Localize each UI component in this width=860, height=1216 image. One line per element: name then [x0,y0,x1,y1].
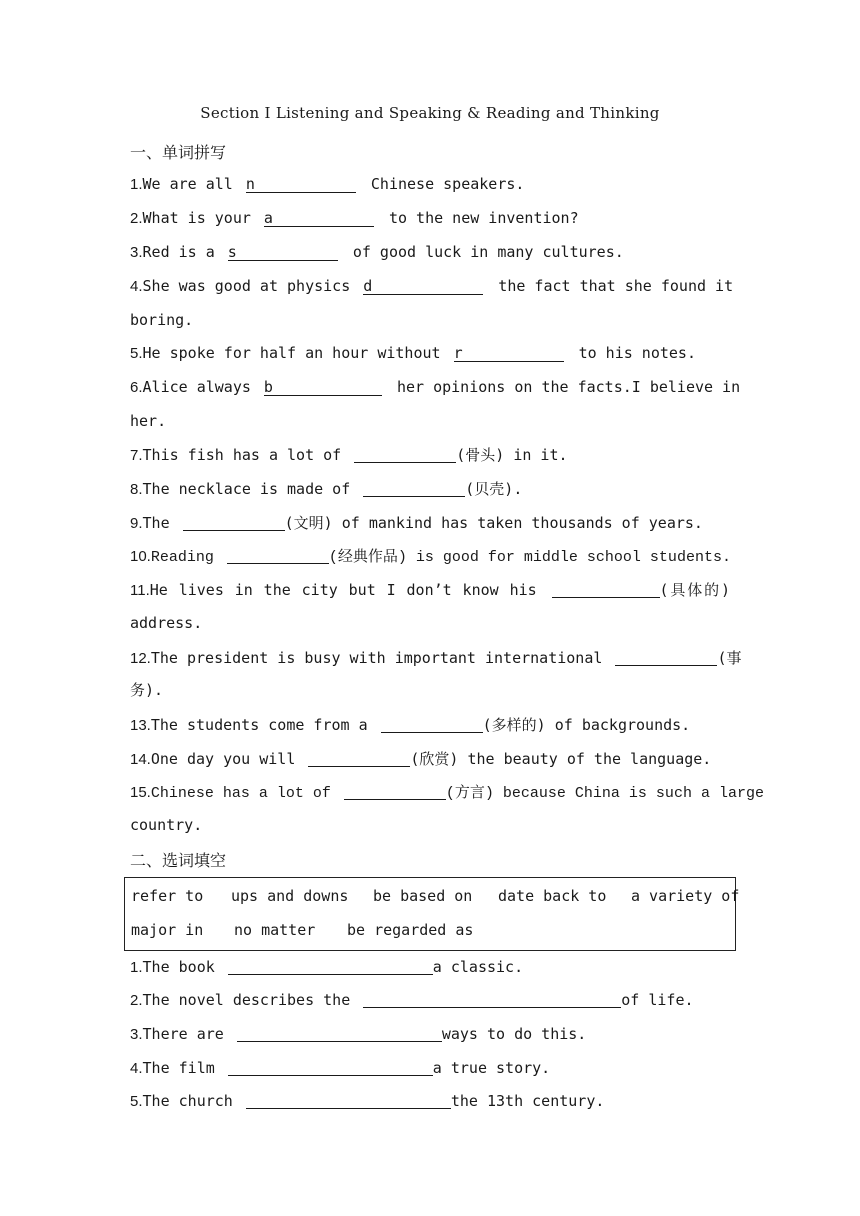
word-bank-phrase: refer to [131,887,204,905]
answer-blank[interactable] [237,1026,442,1042]
answer-blank[interactable]: a [264,211,374,227]
answer-blank[interactable]: n [246,177,356,193]
fill-item-3: 3.There are ways to do this. [130,1025,587,1043]
spelling-item-1: 1.We are all n Chinese speakers. [130,175,525,193]
answer-blank[interactable] [363,481,465,497]
word-bank-phrase: be based on [373,887,473,905]
spelling-item-3: 3.Red is a s of good luck in many cultures. [130,243,624,261]
answer-blank[interactable] [228,1060,433,1076]
word-bank-phrase: ups and downs [231,887,349,905]
word-bank-phrase: no matter [234,921,316,939]
part2-heading: 二、选词填空 [130,851,227,870]
answer-blank[interactable] [308,751,410,767]
word-bank-phrase: be regarded as [347,921,474,939]
spelling-item-4: 4.She was good at physics d the fact that she found it [130,277,734,295]
answer-blank[interactable] [552,582,660,598]
word-bank-phrase: major in [131,921,204,939]
answer-blank[interactable]: d [363,279,483,295]
word-bank-box [124,877,740,951]
section-title: Section Ⅰ Listening and Speaking & Reading and Thinking [200,104,660,122]
fill-item-5: 5.The church the 13th century. [130,1092,605,1110]
part1-heading: 一、单词拼写 [130,143,227,162]
answer-blank[interactable] [227,548,329,564]
answer-blank[interactable] [363,992,621,1008]
answer-blank[interactable] [344,784,446,800]
fill-item-4: 4.The film a true story. [130,1059,551,1077]
fill-item-1: 1.The book a classic. [130,958,524,976]
spelling-item-4-cont: boring. [130,311,194,329]
spelling-item-15-cont: country. [130,816,203,834]
answer-blank[interactable] [246,1093,451,1109]
answer-blank[interactable]: r [454,346,564,362]
spelling-item-5: 5.He spoke for half an hour without r to his notes. [130,344,696,362]
spelling-item-14: 14.One day you will (欣赏) the beauty of the language. [130,750,712,768]
answer-blank[interactable] [228,959,433,975]
spelling-item-11-cont: address. [130,614,203,632]
spelling-item-15: 15.Chinese has a lot of (方言) because China is such a large [130,784,764,802]
spelling-item-11: 11.He lives in the city but I don’t know his (具体的) [130,581,731,599]
spelling-item-13: 13.The students come from a (多样的) of backgrounds. [130,716,691,734]
word-bank-phrase: a variety of [631,887,740,905]
spelling-item-6: 6.Alice always b her opinions on the facts.I believe in [130,378,741,396]
spelling-item-12: 12.The president is busy with important international (事 [130,649,742,667]
spelling-item-2: 2.What is your a to the new invention? [130,209,579,227]
answer-blank[interactable]: s [228,245,338,261]
answer-blank[interactable] [354,447,456,463]
answer-blank[interactable] [183,515,285,531]
word-bank-phrase: date back to [498,887,607,905]
spelling-item-6-cont: her. [130,412,167,430]
fill-item-2: 2.The novel describes the of life. [130,991,694,1009]
spelling-item-9: 9.The (文明) of mankind has taken thousands of years. [130,514,703,532]
spelling-item-7: 7.This fish has a lot of (骨头) in it. [130,446,568,464]
spelling-item-8: 8.The necklace is made of (贝壳). [130,480,523,498]
spelling-item-12-cont: 务). [130,681,164,699]
answer-blank[interactable] [615,650,717,666]
spelling-item-10: 10.Reading (经典作品) is good for middle school students. [130,548,731,566]
answer-blank[interactable] [381,717,483,733]
answer-blank[interactable]: b [264,380,382,396]
